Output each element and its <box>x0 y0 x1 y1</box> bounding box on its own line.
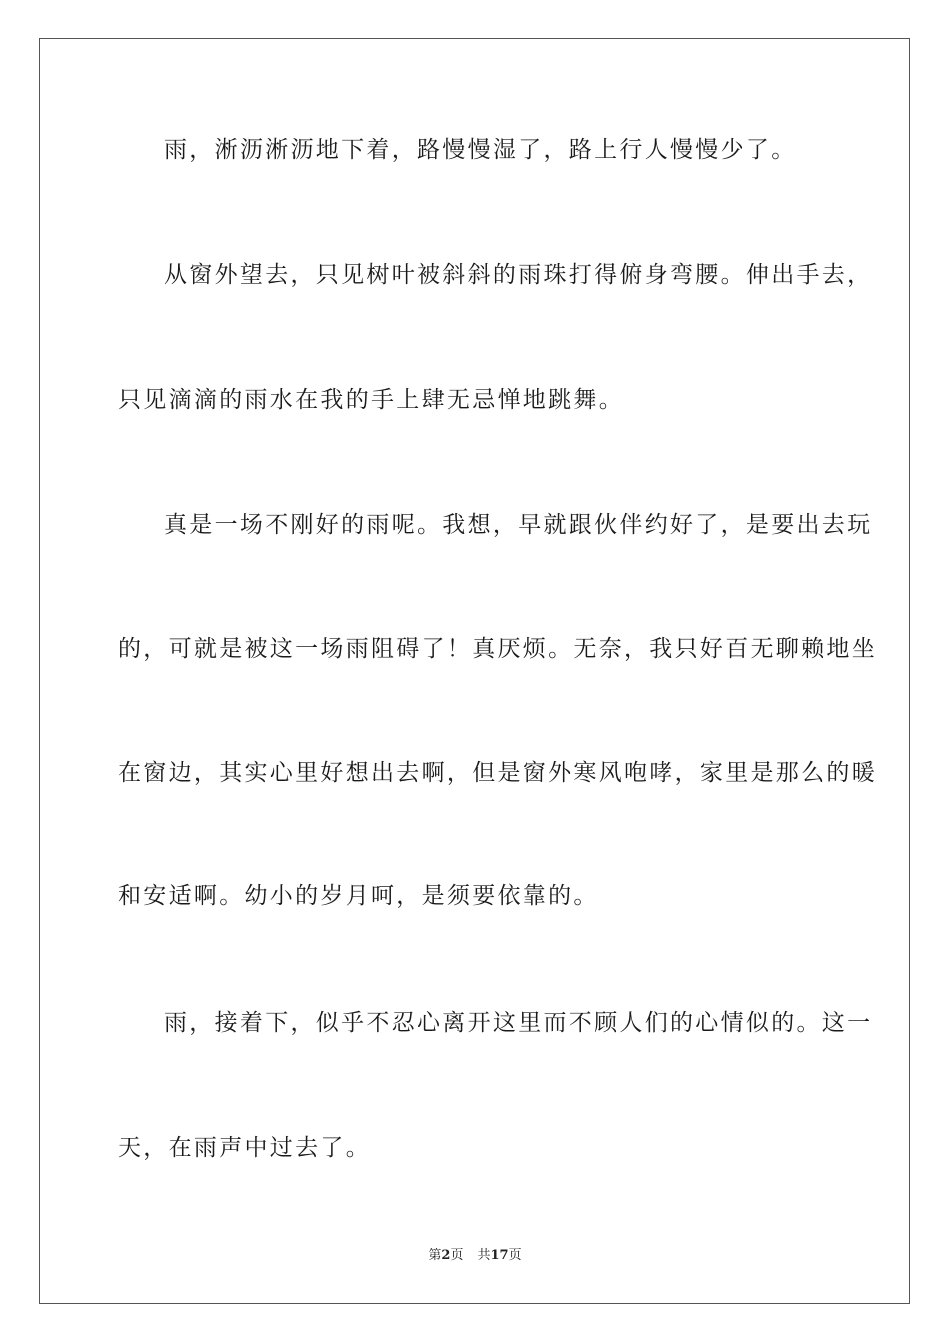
paragraph-line: 在窗边，其实心里好想出去啊，但是窗外寒风咆哮，家里是那么的暖 <box>118 760 877 786</box>
page-prefix: 第 <box>428 1248 442 1263</box>
paragraph-line: 和安适啊。幼小的岁月呵，是须要依靠的。 <box>118 883 599 909</box>
page-border <box>39 38 910 1304</box>
paragraph-line: 天，在雨声中过去了。 <box>118 1135 371 1161</box>
page-number: 2 <box>441 1248 451 1263</box>
page-footer <box>0 1247 950 1265</box>
paragraph-line: 只见滴滴的雨水在我的手上肆无忌惮地跳舞。 <box>118 387 624 413</box>
total-pages: 17 <box>490 1248 509 1263</box>
paragraph-line: 真是一场不刚好的雨呢。我想，早就跟伙伴约好了，是要出去玩 <box>164 512 873 538</box>
total-suffix: 页 <box>508 1248 522 1263</box>
total-prefix: 共 <box>477 1248 491 1263</box>
paragraph-line: 从窗外望去，只见树叶被斜斜的雨珠打得俯身弯腰。伸出手去， <box>164 262 873 288</box>
paragraph-line: 雨，淅沥淅沥地下着，路慢慢湿了，路上行人慢慢少了。 <box>164 137 797 163</box>
page-suffix: 页 <box>450 1248 464 1263</box>
paragraph-line: 的，可就是被这一场雨阻碍了！真厌烦。无奈，我只好百无聊赖地坐 <box>118 636 877 662</box>
paragraph-line: 雨，接着下，似乎不忍心离开这里而不顾人们的心情似的。这一 <box>164 1010 873 1036</box>
